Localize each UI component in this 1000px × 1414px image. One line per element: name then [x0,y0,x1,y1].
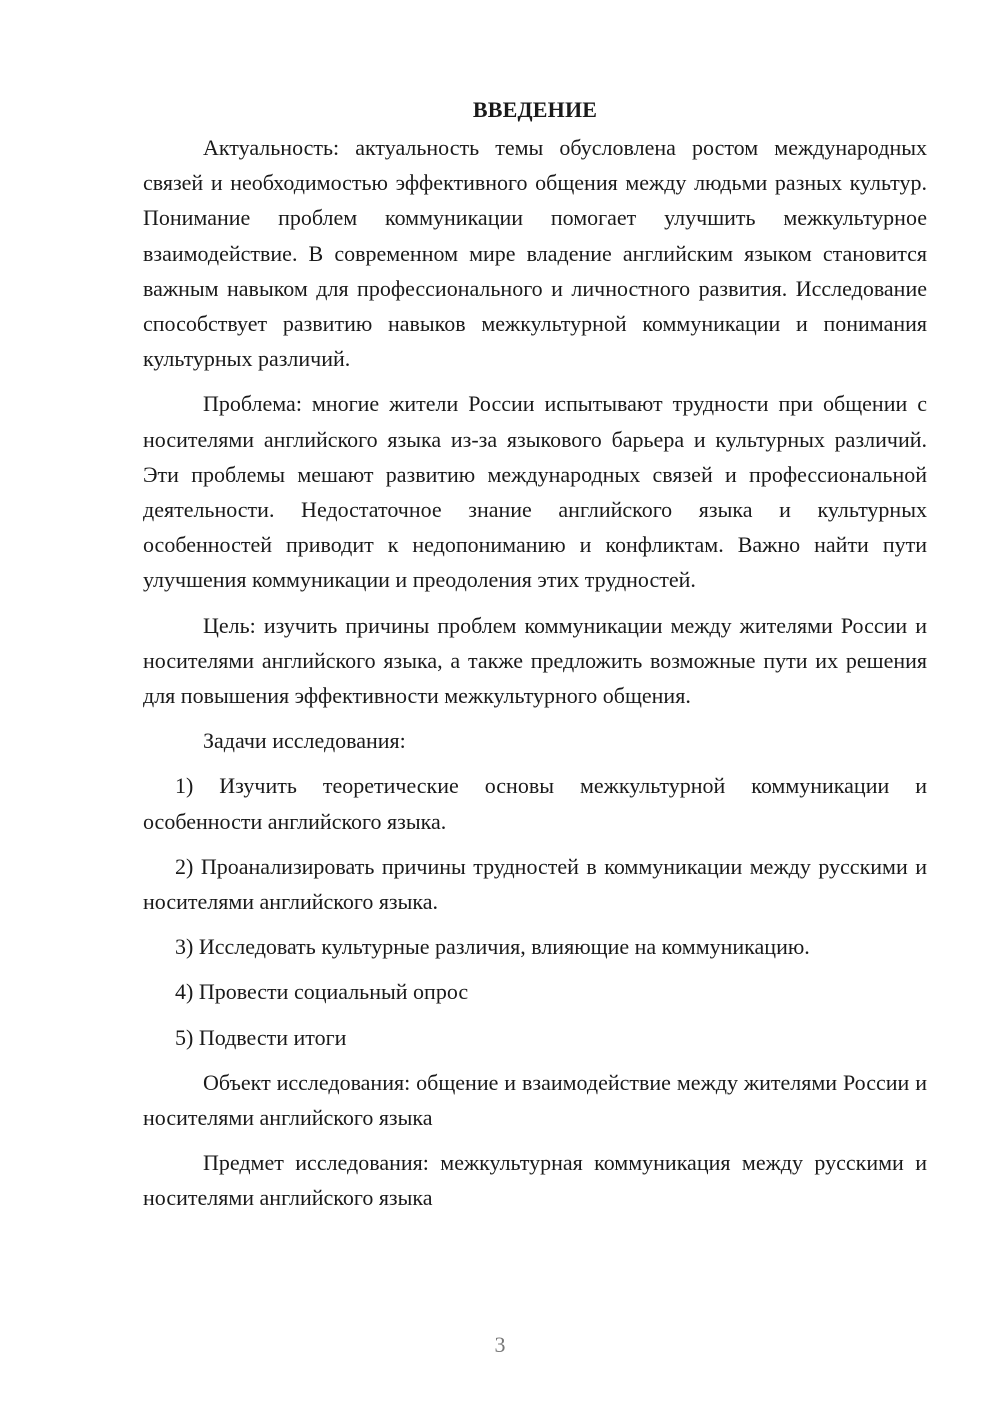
task-item-2: 2) Проанализировать причины трудностей в коммуникации между русскими и носителями английского языка. [143,853,927,915]
section-title: ВВЕДЕНИЕ [472,97,598,122]
document-page [143,92,927,1226]
task-item-1: 1) Изучить теоретические основы межкультурной коммуникации и особенности английского языка. [143,773,927,834]
task-item-5: 5) Подвести итоги [175,1024,347,1050]
task-item-3: 3) Исследовать культурные различия, влияющие на коммуникацию. [175,934,810,960]
problem-paragraph: Проблема: многие жители России испытывают трудности при общении с носителями английского языка из-за языкового барьера и культурных различий. Эти проблемы мешают развитию международных связей и профессиональной деятельности. Недостаточное знание английского языка и культурных особенностей приводит к недопониманию и конфликтам. Важно найти пути улучшения коммуникации и преодоления этих трудностей. [143,391,927,593]
research-object-paragraph: Объект исследования: общение и взаимодействие между жителями России и носителями английского языка [143,1069,927,1131]
task-item-4: 4) Провести социальный опрос [175,979,469,1005]
research-subject-paragraph: Предмет исследования: межкультурная коммуникация между русскими и носителями английского языка [143,1150,927,1211]
goal-paragraph: Цель: изучить причины проблем коммуникации между жителями России и носителями английского языка, а также предложить возможные пути их решения для повышения эффективности межкультурного общения. [143,612,927,709]
tasks-heading: Задачи исследования: [203,728,406,754]
relevance-paragraph: Актуальность: актуальность темы обусловлена ростом международных связей и необходимостью эффективного общения между людьми разных культур. Понимание проблем коммуникации помогает улучшить межкультурное взаимодействие. В современном мире владение английским языком становится важным навыком для профессионального и личностного развития. Исследование способствует развитию навыков межкультурной коммуникации и понимания культурных различий. [143,135,927,372]
page-number: 3 [494,1332,506,1357]
